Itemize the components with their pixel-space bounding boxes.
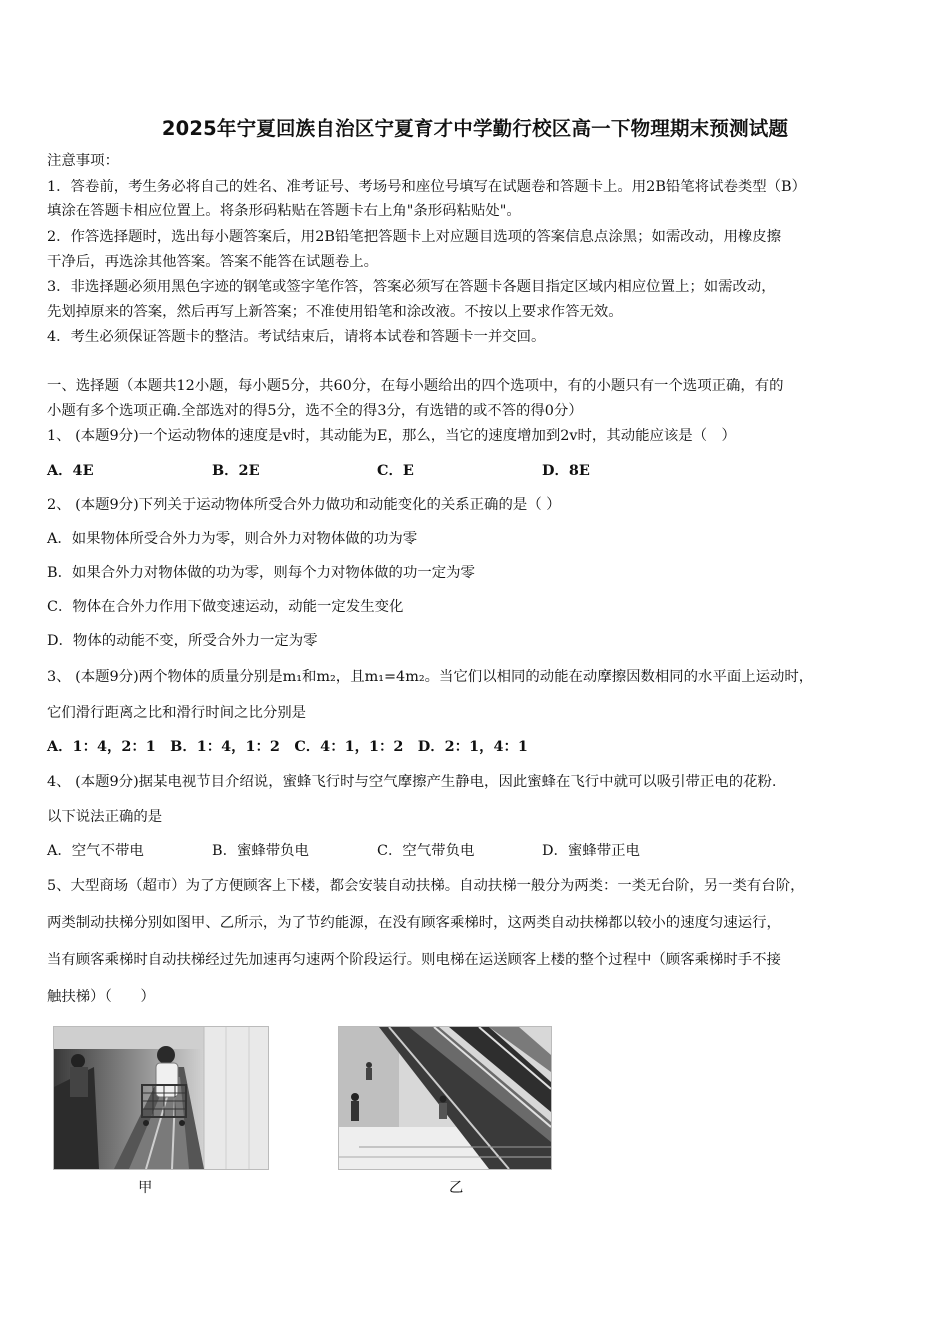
notice-line: 2．作答选择题时，选出每小题答案后，用2B铅笔把答题卡上对应题目选项的答案信息点涂黑；如需改动，用橡皮擦 xyxy=(47,229,782,245)
option-b: B．2E xyxy=(212,462,260,479)
question-5-stem: 5、大型商场（超市）为了方便顾客上下楼，都会安装自动扶梯。自动扶梯一般分为两类：一类无台阶，另一类有台阶， xyxy=(47,878,805,894)
question-4-stem: 4、 (本题9分)据某电视节目介绍说，蜜蜂飞行时与空气摩擦产生静电，因此蜜蜂在飞行中就可以吸引带正电的花粉. xyxy=(47,774,777,790)
notice-line: 干净后，再选涂其他答案。答案不能答在试题卷上。 xyxy=(47,254,378,270)
question-2-stem: 2、 (本题9分)下列关于运动物体所受合外力做功和动能变化的关系正确的是（ ） xyxy=(47,497,561,513)
option-a: A．空气不带电 xyxy=(47,843,144,859)
notice-line: 1．答卷前，考生务必将自己的姓名、准考证号、考场号和座位号填写在试题卷和答题卡上。用2B铅笔将试卷类型（B） xyxy=(47,179,806,195)
question-3-options: A．1：4，2：1 B．1：4，1：2 C．4：1，1：2 D．2：1，4：1 xyxy=(47,738,528,755)
option-b: B．如果合外力对物体做的功为零，则每个力对物体做的功一定为零 xyxy=(47,565,475,581)
notice-line: 填涂在答题卡相应位置上。将条形码粘贴在答题卡右上角"条形码粘贴处"。 xyxy=(47,203,521,219)
question-5-stem: 当有顾客乘梯时自动扶梯经过先加速再匀速两个阶段运行。则电梯在运送顾客上楼的整个过程中（顾客乘梯时手不接 xyxy=(47,952,781,968)
option-a: A．4E xyxy=(47,462,94,479)
caption-jia: 甲 xyxy=(138,1180,153,1196)
question-1-stem: 1、 (本题9分)一个运动物体的速度是v时，其动能为E，那么，当它的速度增加到2v时，其动能应该是（ ） xyxy=(47,428,736,444)
option-b: B．蜜蜂带负电 xyxy=(212,843,309,859)
escalator-photo-jia xyxy=(53,1026,269,1170)
question-4-stem: 以下说法正确的是 xyxy=(47,809,163,825)
option-d: D．蜜蜂带正电 xyxy=(542,843,640,859)
option-c: C．物体在合外力作用下做变速运动，动能一定发生变化 xyxy=(47,599,404,615)
question-3-stem: 它们滑行距离之比和滑行时间之比分别是 xyxy=(47,705,307,721)
notice-line: 先划掉原来的答案，然后再写上新答案；不准使用铅笔和涂改液。不按以上要求作答无效。 xyxy=(47,304,623,320)
escalator-photo-yi-image xyxy=(339,1027,551,1169)
notice-line: 3．非选择题必须用黑色字迹的钢笔或签字笔作答，答案必须写在答题卡各题目指定区域内相应位置上；如需改动， xyxy=(47,279,776,295)
option-c: C．空气带负电 xyxy=(377,843,475,859)
notice-heading: 注意事项： xyxy=(47,153,119,169)
notice-line: 4．考生必须保证答题卡的整洁。考试结束后，请将本试卷和答题卡一并交回。 xyxy=(47,329,546,345)
option-c: C．E xyxy=(377,462,414,479)
exam-title: 2025年宁夏回族自治区宁夏育才中学勤行校区高一下物理期末预测试题 xyxy=(161,117,789,140)
question-5-stem: 两类制动扶梯分别如图甲、乙所示，为了节约能源，在没有顾客乘梯时，这两类自动扶梯都以较小的速度匀速运行， xyxy=(47,915,781,931)
escalator-photo-jia-image xyxy=(54,1027,268,1169)
question-5-stem: 触扶梯）（ ） xyxy=(47,989,155,1005)
caption-yi: 乙 xyxy=(449,1180,464,1196)
question-3-stem: 3、 (本题9分)两个物体的质量分别是m₁和m₂，且m₁=4m₂。当它们以相同的动能在动摩擦因数相同的水平面上运动时， xyxy=(47,669,814,685)
option-d: D．物体的动能不变，所受合外力一定为零 xyxy=(47,633,318,649)
option-a: A．如果物体所受合外力为零，则合外力对物体做的功为零 xyxy=(47,531,418,547)
section-header-line: 一、选择题（本题共12小题，每小题5分，共60分，在每小题给出的四个选项中，有的小题只有一个选项正确，有的 xyxy=(47,378,784,394)
option-d: D．8E xyxy=(542,462,590,479)
escalator-photo-yi xyxy=(338,1026,552,1170)
section-header-line: 小题有多个选项正确.全部选对的得5分，选不全的得3分，有选错的或不答的得0分） xyxy=(47,403,583,419)
